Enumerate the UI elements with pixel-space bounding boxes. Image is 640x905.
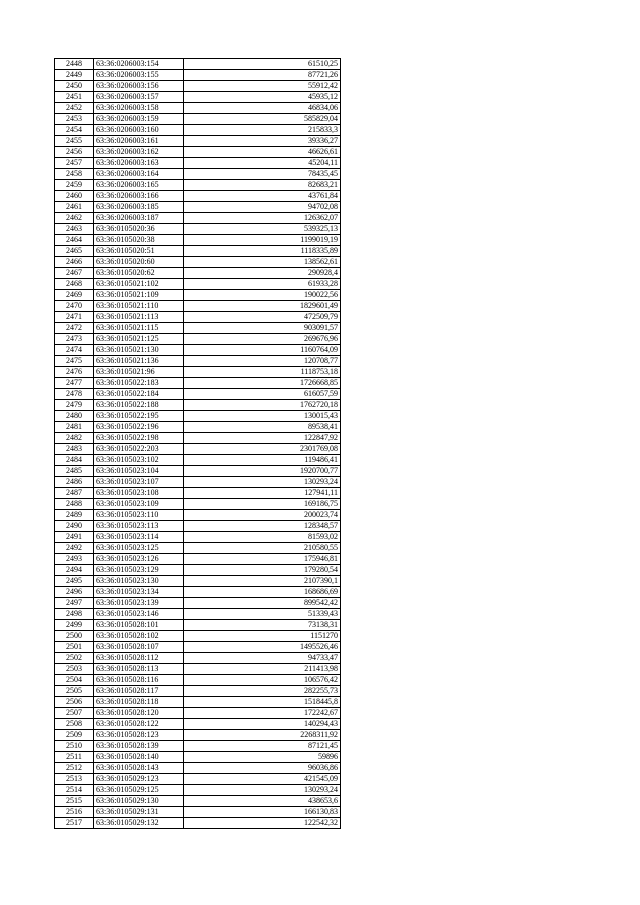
value-cell: 61510,25 [184, 59, 341, 70]
cadastral-number-cell: 63:36:0105023:125 [94, 543, 184, 554]
table-row [55, 807, 341, 818]
row-number-cell: 2473 [55, 334, 94, 345]
value-cell: 126362,07 [184, 213, 341, 224]
cadastral-number-cell: 63:36:0105020:51 [94, 246, 184, 257]
row-number-cell: 2497 [55, 598, 94, 609]
cadastral-number-cell: 63:36:0105021:115 [94, 323, 184, 334]
table-row [55, 818, 341, 829]
cadastral-number-cell: 63:36:0105023:114 [94, 532, 184, 543]
table-row [55, 488, 341, 499]
value-cell: 2107390,1 [184, 576, 341, 587]
value-cell: 73138,31 [184, 620, 341, 631]
table-row [55, 532, 341, 543]
table-row [55, 378, 341, 389]
cadastral-number-cell: 63:36:0206003:158 [94, 103, 184, 114]
row-number-cell: 2471 [55, 312, 94, 323]
table-row [55, 367, 341, 378]
table-row [55, 334, 341, 345]
cadastral-number-cell: 63:36:0206003:163 [94, 158, 184, 169]
row-number-cell: 2507 [55, 708, 94, 719]
value-cell: 82683,21 [184, 180, 341, 191]
row-number-cell: 2466 [55, 257, 94, 268]
table-row [55, 213, 341, 224]
cadastral-value-table [54, 58, 341, 829]
cadastral-number-cell: 63:36:0105021:130 [94, 345, 184, 356]
row-number-cell: 2500 [55, 631, 94, 642]
value-cell: 1160764,09 [184, 345, 341, 356]
value-cell: 51339,43 [184, 609, 341, 620]
table-row [55, 785, 341, 796]
table-row [55, 587, 341, 598]
value-cell: 46626,61 [184, 147, 341, 158]
table-row [55, 609, 341, 620]
value-cell: 1518445,8 [184, 697, 341, 708]
cadastral-number-cell: 63:36:0206003:161 [94, 136, 184, 147]
row-number-cell: 2509 [55, 730, 94, 741]
cadastral-number-cell: 63:36:0105021:109 [94, 290, 184, 301]
row-number-cell: 2452 [55, 103, 94, 114]
cadastral-number-cell: 63:36:0105022:184 [94, 389, 184, 400]
row-number-cell: 2511 [55, 752, 94, 763]
value-cell: 1151270 [184, 631, 341, 642]
table-row [55, 796, 341, 807]
table-row [55, 114, 341, 125]
value-cell: 1726668,85 [184, 378, 341, 389]
table-row [55, 653, 341, 664]
table-row [55, 70, 341, 81]
table-row [55, 147, 341, 158]
table-row [55, 752, 341, 763]
value-cell: 119486,41 [184, 455, 341, 466]
value-cell: 1118753,18 [184, 367, 341, 378]
cadastral-number-cell: 63:36:0105029:123 [94, 774, 184, 785]
cadastral-number-cell: 63:36:0105029:125 [94, 785, 184, 796]
row-number-cell: 2512 [55, 763, 94, 774]
table-row [55, 312, 341, 323]
value-cell: 61933,28 [184, 279, 341, 290]
table-row [55, 136, 341, 147]
table-row [55, 279, 341, 290]
value-cell: 215833,3 [184, 125, 341, 136]
value-cell: 472509,79 [184, 312, 341, 323]
row-number-cell: 2448 [55, 59, 94, 70]
table-row [55, 356, 341, 367]
cadastral-number-cell: 63:36:0206003:185 [94, 202, 184, 213]
cadastral-number-cell: 63:36:0105023:126 [94, 554, 184, 565]
row-number-cell: 2453 [55, 114, 94, 125]
value-cell: 94702,08 [184, 202, 341, 213]
table-row [55, 246, 341, 257]
value-cell: 106576,42 [184, 675, 341, 686]
value-cell: 128348,57 [184, 521, 341, 532]
table-row [55, 268, 341, 279]
row-number-cell: 2498 [55, 609, 94, 620]
row-number-cell: 2503 [55, 664, 94, 675]
table-row [55, 191, 341, 202]
row-number-cell: 2486 [55, 477, 94, 488]
row-number-cell: 2456 [55, 147, 94, 158]
table-row [55, 576, 341, 587]
table-row [55, 455, 341, 466]
cadastral-number-cell: 63:36:0105021:96 [94, 367, 184, 378]
cadastral-number-cell: 63:36:0105028:123 [94, 730, 184, 741]
cadastral-number-cell: 63:36:0105021:102 [94, 279, 184, 290]
cadastral-number-cell: 63:36:0206003:166 [94, 191, 184, 202]
row-number-cell: 2451 [55, 92, 94, 103]
cadastral-number-cell: 63:36:0105022:198 [94, 433, 184, 444]
value-cell: 39336,27 [184, 136, 341, 147]
row-number-cell: 2495 [55, 576, 94, 587]
row-number-cell: 2492 [55, 543, 94, 554]
table-row [55, 180, 341, 191]
cadastral-number-cell: 63:36:0105023:146 [94, 609, 184, 620]
value-cell: 122847,92 [184, 433, 341, 444]
value-cell: 138562,61 [184, 257, 341, 268]
cadastral-number-cell: 63:36:0105023:113 [94, 521, 184, 532]
cadastral-number-cell: 63:36:0105023:109 [94, 499, 184, 510]
value-cell: 81593,02 [184, 532, 341, 543]
cadastral-number-cell: 63:36:0105029:130 [94, 796, 184, 807]
table-row [55, 664, 341, 675]
row-number-cell: 2494 [55, 565, 94, 576]
value-cell: 210580,55 [184, 543, 341, 554]
cadastral-number-cell: 63:36:0206003:157 [94, 92, 184, 103]
value-cell: 175946,81 [184, 554, 341, 565]
row-number-cell: 2454 [55, 125, 94, 136]
cadastral-number-cell: 63:36:0105023:129 [94, 565, 184, 576]
row-number-cell: 2516 [55, 807, 94, 818]
row-number-cell: 2460 [55, 191, 94, 202]
cadastral-number-cell: 63:36:0105028:113 [94, 664, 184, 675]
value-cell: 2301769,08 [184, 444, 341, 455]
value-cell: 282255,73 [184, 686, 341, 697]
value-cell: 899542,42 [184, 598, 341, 609]
table-row [55, 422, 341, 433]
table-row [55, 257, 341, 268]
table-row [55, 565, 341, 576]
cadastral-number-cell: 63:36:0206003:156 [94, 81, 184, 92]
row-number-cell: 2484 [55, 455, 94, 466]
cadastral-number-cell: 63:36:0206003:187 [94, 213, 184, 224]
value-cell: 539325,13 [184, 224, 341, 235]
value-cell: 166130,83 [184, 807, 341, 818]
table-row [55, 598, 341, 609]
cadastral-number-cell: 63:36:0105022:188 [94, 400, 184, 411]
value-cell: 130293,24 [184, 477, 341, 488]
table-row [55, 125, 341, 136]
cadastral-number-cell: 63:36:0105022:203 [94, 444, 184, 455]
value-cell: 130015,43 [184, 411, 341, 422]
value-cell: 290928,4 [184, 268, 341, 279]
value-cell: 1829601,49 [184, 301, 341, 312]
table-row [55, 521, 341, 532]
table-row [55, 774, 341, 785]
cadastral-number-cell: 63:36:0105022:183 [94, 378, 184, 389]
row-number-cell: 2489 [55, 510, 94, 521]
row-number-cell: 2490 [55, 521, 94, 532]
row-number-cell: 2501 [55, 642, 94, 653]
row-number-cell: 2472 [55, 323, 94, 334]
value-cell: 190022,56 [184, 290, 341, 301]
cadastral-number-cell: 63:36:0105028:122 [94, 719, 184, 730]
value-cell: 55912,42 [184, 81, 341, 92]
cadastral-number-cell: 63:36:0105028:116 [94, 675, 184, 686]
cadastral-number-cell: 63:36:0105028:140 [94, 752, 184, 763]
table-row [55, 92, 341, 103]
row-number-cell: 2506 [55, 697, 94, 708]
row-number-cell: 2485 [55, 466, 94, 477]
row-number-cell: 2508 [55, 719, 94, 730]
row-number-cell: 2491 [55, 532, 94, 543]
table-row [55, 466, 341, 477]
table-row [55, 345, 341, 356]
value-cell: 1920700,77 [184, 466, 341, 477]
cadastral-number-cell: 63:36:0105020:62 [94, 268, 184, 279]
table-row [55, 642, 341, 653]
cadastral-number-cell: 63:36:0105023:130 [94, 576, 184, 587]
row-number-cell: 2455 [55, 136, 94, 147]
table-row [55, 686, 341, 697]
row-number-cell: 2465 [55, 246, 94, 257]
row-number-cell: 2458 [55, 169, 94, 180]
cadastral-number-cell: 63:36:0105029:132 [94, 818, 184, 829]
cadastral-number-cell: 63:36:0105020:60 [94, 257, 184, 268]
value-cell: 130293,24 [184, 785, 341, 796]
table-row [55, 224, 341, 235]
cadastral-number-cell: 63:36:0206003:159 [94, 114, 184, 125]
value-cell: 89538,41 [184, 422, 341, 433]
value-cell: 616057,59 [184, 389, 341, 400]
row-number-cell: 2476 [55, 367, 94, 378]
value-cell: 1495526,46 [184, 642, 341, 653]
table-row [55, 81, 341, 92]
value-cell: 172242,67 [184, 708, 341, 719]
cadastral-number-cell: 63:36:0105023:110 [94, 510, 184, 521]
table-row [55, 389, 341, 400]
table-row [55, 499, 341, 510]
cadastral-number-cell: 63:36:0105028:117 [94, 686, 184, 697]
table-row [55, 411, 341, 422]
cadastral-number-cell: 63:36:0105028:143 [94, 763, 184, 774]
row-number-cell: 2469 [55, 290, 94, 301]
cadastral-number-cell: 63:36:0206003:155 [94, 70, 184, 81]
cadastral-number-cell: 63:36:0105023:107 [94, 477, 184, 488]
value-cell: 87721,26 [184, 70, 341, 81]
value-cell: 45935,12 [184, 92, 341, 103]
cadastral-number-cell: 63:36:0105028:139 [94, 741, 184, 752]
value-cell: 140294,43 [184, 719, 341, 730]
row-number-cell: 2479 [55, 400, 94, 411]
row-number-cell: 2474 [55, 345, 94, 356]
row-number-cell: 2463 [55, 224, 94, 235]
cadastral-number-cell: 63:36:0206003:164 [94, 169, 184, 180]
table-row [55, 444, 341, 455]
cadastral-number-cell: 63:36:0105023:108 [94, 488, 184, 499]
value-cell: 179280,54 [184, 565, 341, 576]
cadastral-number-cell: 63:36:0206003:162 [94, 147, 184, 158]
value-cell: 1762720,18 [184, 400, 341, 411]
row-number-cell: 2450 [55, 81, 94, 92]
cadastral-number-cell: 63:36:0105021:125 [94, 334, 184, 345]
row-number-cell: 2502 [55, 653, 94, 664]
value-cell: 96036,86 [184, 763, 341, 774]
row-number-cell: 2499 [55, 620, 94, 631]
row-number-cell: 2510 [55, 741, 94, 752]
cadastral-number-cell: 63:36:0206003:160 [94, 125, 184, 136]
value-cell: 127941,11 [184, 488, 341, 499]
cadastral-number-cell: 63:36:0105028:101 [94, 620, 184, 631]
table-row [55, 763, 341, 774]
table-body [55, 59, 341, 829]
value-cell: 269676,96 [184, 334, 341, 345]
cadastral-number-cell: 63:36:0105028:107 [94, 642, 184, 653]
cadastral-number-cell: 63:36:0105029:131 [94, 807, 184, 818]
cadastral-number-cell: 63:36:0105023:102 [94, 455, 184, 466]
cadastral-number-cell: 63:36:0105023:104 [94, 466, 184, 477]
cadastral-number-cell: 63:36:0206003:154 [94, 59, 184, 70]
row-number-cell: 2488 [55, 499, 94, 510]
value-cell: 87121,45 [184, 741, 341, 752]
row-number-cell: 2483 [55, 444, 94, 455]
cadastral-number-cell: 63:36:0105028:118 [94, 697, 184, 708]
row-number-cell: 2517 [55, 818, 94, 829]
table-row [55, 697, 341, 708]
row-number-cell: 2505 [55, 686, 94, 697]
value-cell: 94733,47 [184, 653, 341, 664]
value-cell: 45204,11 [184, 158, 341, 169]
value-cell: 122542,32 [184, 818, 341, 829]
row-number-cell: 2514 [55, 785, 94, 796]
row-number-cell: 2459 [55, 180, 94, 191]
cadastral-number-cell: 63:36:0105028:112 [94, 653, 184, 664]
table-row [55, 323, 341, 334]
table-row [55, 543, 341, 554]
cadastral-number-cell: 63:36:0105023:139 [94, 598, 184, 609]
value-cell: 585829,04 [184, 114, 341, 125]
value-cell: 78435,45 [184, 169, 341, 180]
row-number-cell: 2462 [55, 213, 94, 224]
value-cell: 438653,6 [184, 796, 341, 807]
row-number-cell: 2513 [55, 774, 94, 785]
table-row [55, 290, 341, 301]
cadastral-number-cell: 63:36:0105028:102 [94, 631, 184, 642]
row-number-cell: 2493 [55, 554, 94, 565]
table-row [55, 741, 341, 752]
table-row [55, 433, 341, 444]
value-cell: 211413,98 [184, 664, 341, 675]
cadastral-number-cell: 63:36:0105021:136 [94, 356, 184, 367]
row-number-cell: 2487 [55, 488, 94, 499]
row-number-cell: 2515 [55, 796, 94, 807]
value-cell: 200023,74 [184, 510, 341, 521]
value-cell: 168686,69 [184, 587, 341, 598]
table-row [55, 400, 341, 411]
row-number-cell: 2478 [55, 389, 94, 400]
value-cell: 421545,09 [184, 774, 341, 785]
value-cell: 46834,06 [184, 103, 341, 114]
table-row [55, 510, 341, 521]
cadastral-number-cell: 63:36:0105021:110 [94, 301, 184, 312]
row-number-cell: 2477 [55, 378, 94, 389]
cadastral-number-cell: 63:36:0105023:134 [94, 587, 184, 598]
row-number-cell: 2475 [55, 356, 94, 367]
row-number-cell: 2481 [55, 422, 94, 433]
table-row [55, 103, 341, 114]
cadastral-number-cell: 63:36:0105021:113 [94, 312, 184, 323]
row-number-cell: 2449 [55, 70, 94, 81]
value-cell: 120708,77 [184, 356, 341, 367]
value-cell: 169186,75 [184, 499, 341, 510]
table-row [55, 675, 341, 686]
row-number-cell: 2482 [55, 433, 94, 444]
value-cell: 903091,57 [184, 323, 341, 334]
cadastral-number-cell: 63:36:0105020:38 [94, 235, 184, 246]
cadastral-number-cell: 63:36:0105022:196 [94, 422, 184, 433]
row-number-cell: 2464 [55, 235, 94, 246]
table-row [55, 708, 341, 719]
table-row [55, 202, 341, 213]
cadastral-number-cell: 63:36:0105022:195 [94, 411, 184, 422]
row-number-cell: 2496 [55, 587, 94, 598]
value-cell: 1199019,19 [184, 235, 341, 246]
row-number-cell: 2468 [55, 279, 94, 290]
value-cell: 1118335,89 [184, 246, 341, 257]
table-row [55, 730, 341, 741]
row-number-cell: 2467 [55, 268, 94, 279]
table-row [55, 301, 341, 312]
table-row [55, 59, 341, 70]
value-cell: 2268311,92 [184, 730, 341, 741]
table-row [55, 477, 341, 488]
table-row [55, 158, 341, 169]
table-row [55, 631, 341, 642]
value-cell: 59896 [184, 752, 341, 763]
table-row [55, 620, 341, 631]
row-number-cell: 2461 [55, 202, 94, 213]
table-row [55, 719, 341, 730]
cadastral-number-cell: 63:36:0206003:165 [94, 180, 184, 191]
row-number-cell: 2457 [55, 158, 94, 169]
table-row [55, 235, 341, 246]
cadastral-number-cell: 63:36:0105020:36 [94, 224, 184, 235]
table-row [55, 169, 341, 180]
table-row [55, 554, 341, 565]
row-number-cell: 2504 [55, 675, 94, 686]
row-number-cell: 2480 [55, 411, 94, 422]
row-number-cell: 2470 [55, 301, 94, 312]
value-cell: 43761,84 [184, 191, 341, 202]
cadastral-number-cell: 63:36:0105028:120 [94, 708, 184, 719]
